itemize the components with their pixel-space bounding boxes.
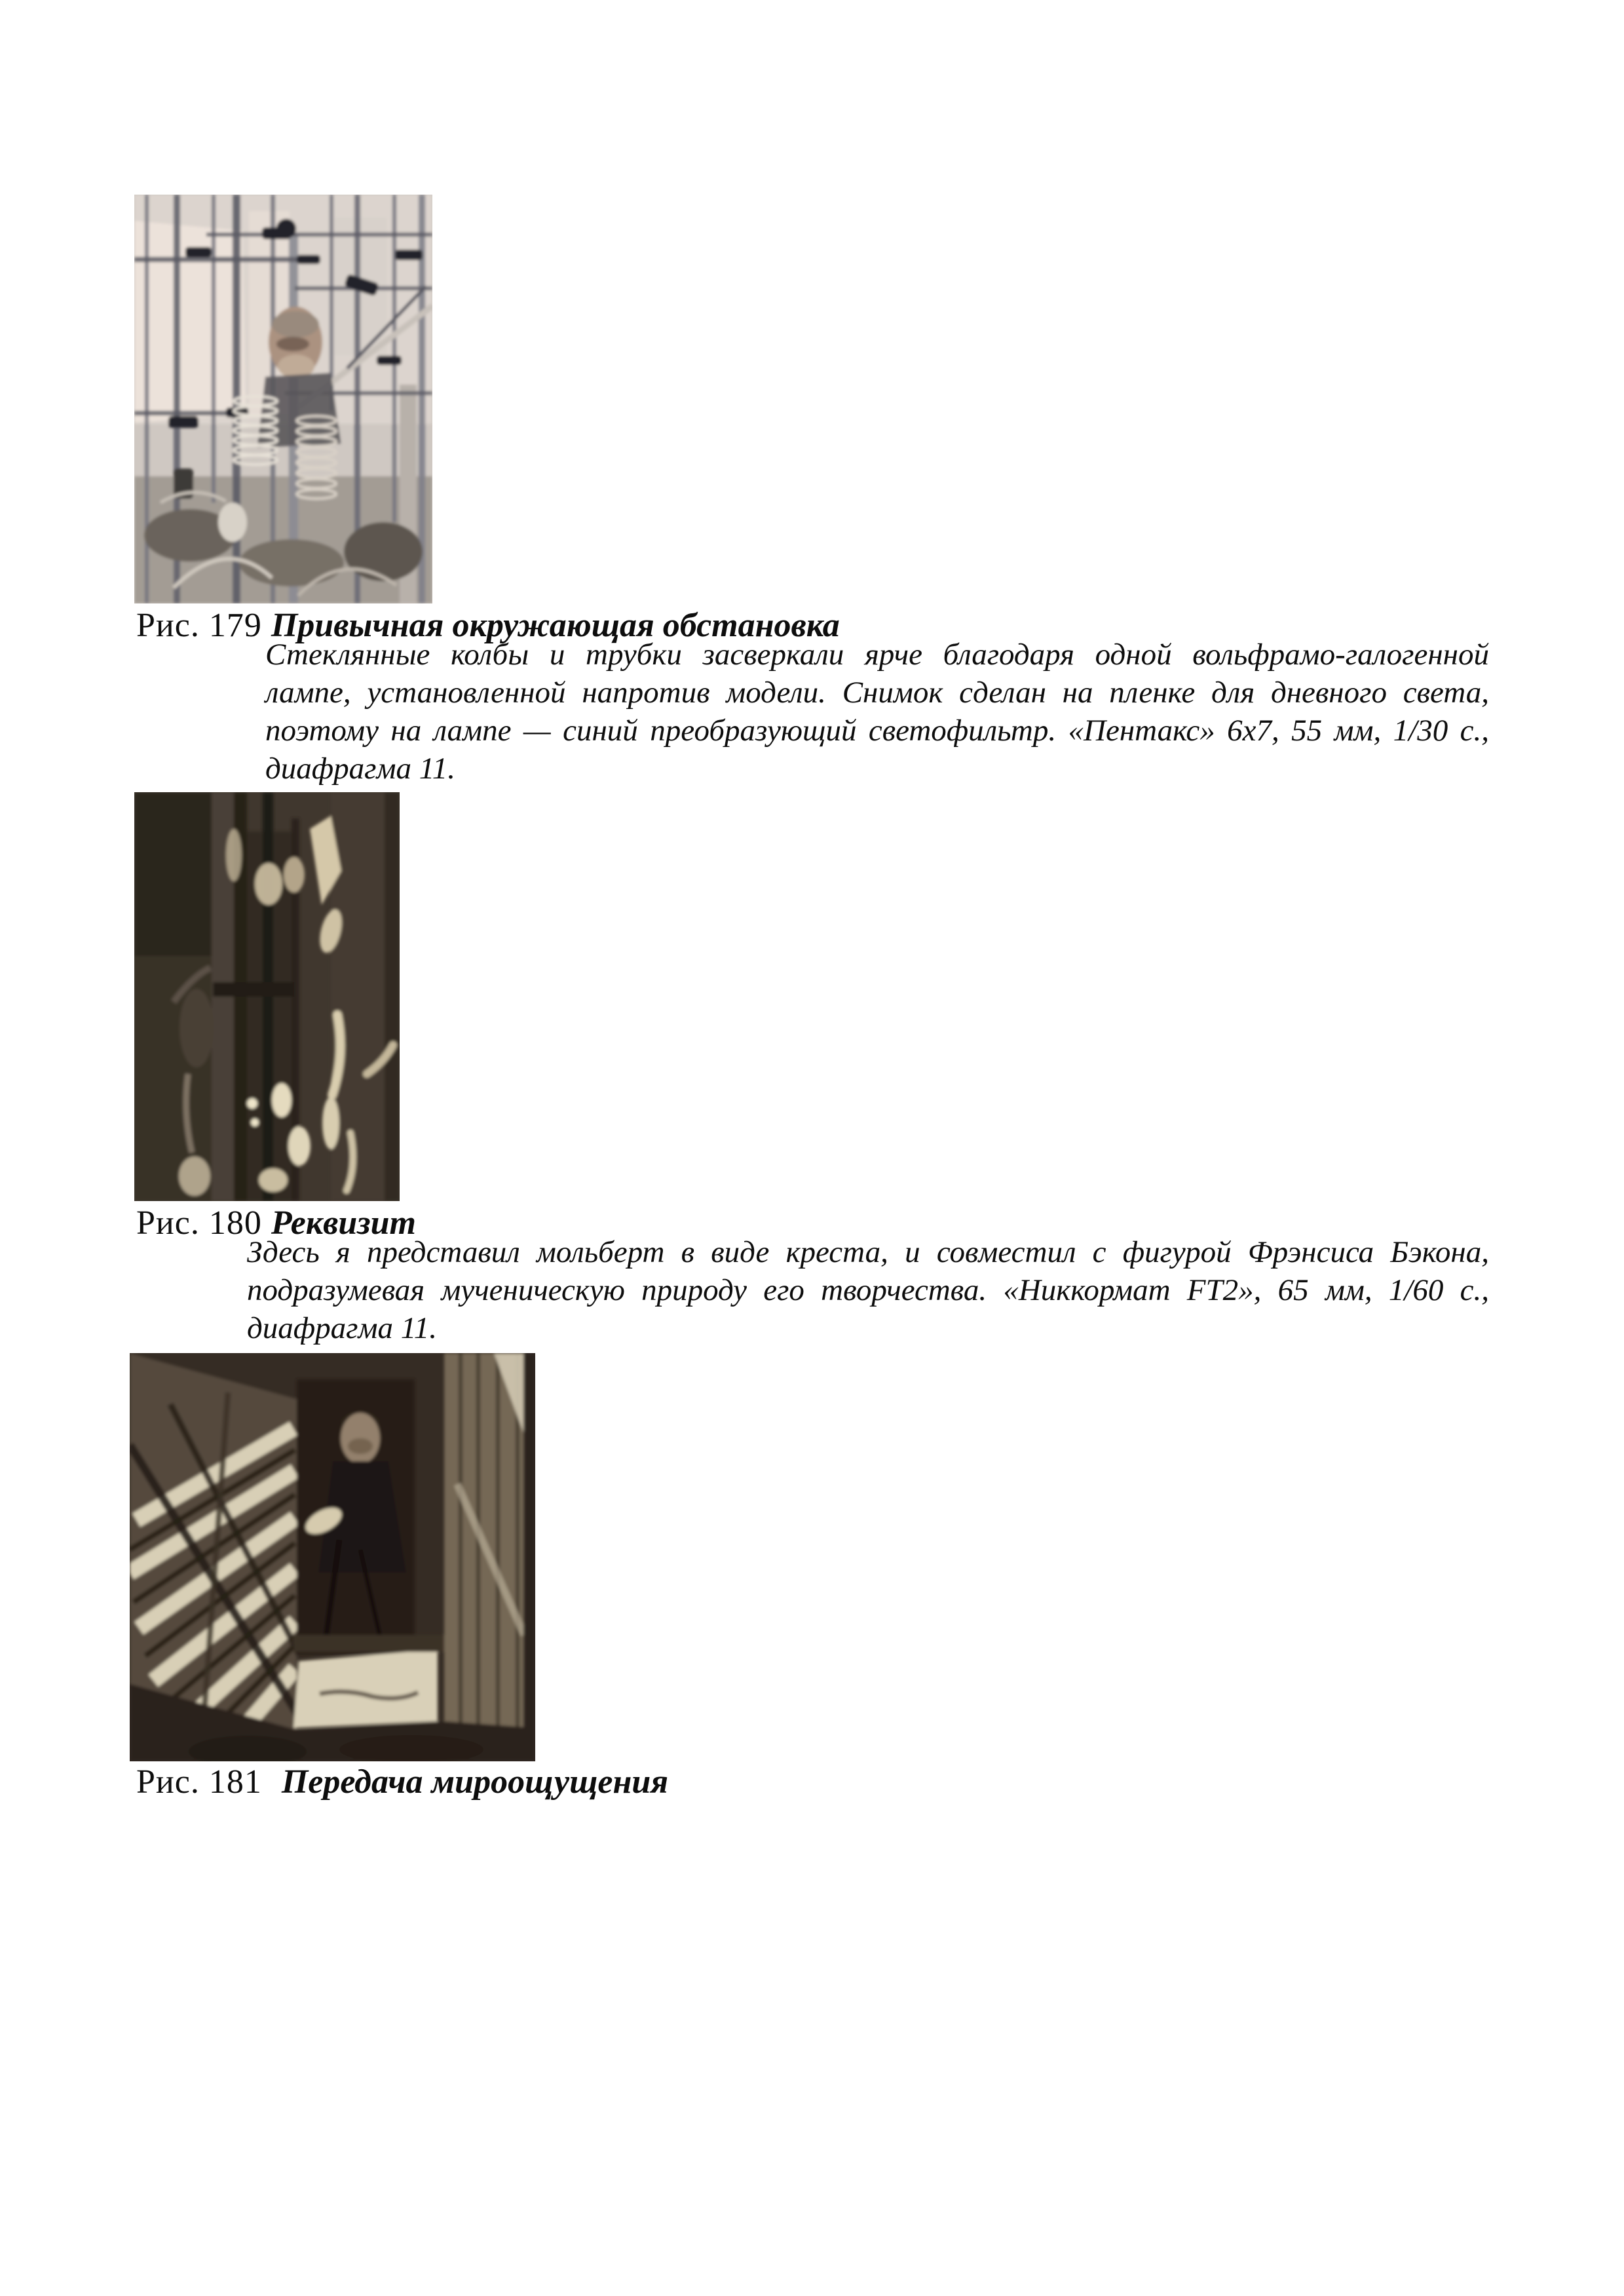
staircase-scene-image xyxy=(130,1353,535,1761)
figure-180-photo xyxy=(134,792,400,1201)
description-line: Стеклянные колбы и трубки засверкали ярче благодаря одной вольфрамо-галогенной xyxy=(265,638,1489,672)
figure-181-label: Рис. 181 xyxy=(136,1763,262,1801)
figure-179-label: Рис. 179 xyxy=(136,607,262,644)
lab-scene-image xyxy=(134,195,432,603)
description-line: лампе, установленной напротив модели. Снимок сделан на пленке для дневного света, xyxy=(265,676,1489,710)
description-line: диафрагма 11. xyxy=(247,1311,437,1345)
description-line: диафрагма 11. xyxy=(265,752,455,786)
figure-179-photo xyxy=(134,195,432,603)
description-line: Здесь я представил мольберт в виде креста, и совместил с фигурой Фрэнсиса Бэкона, xyxy=(247,1235,1489,1269)
figure-181-photo xyxy=(130,1353,535,1761)
figure-181-caption xyxy=(136,1763,668,1802)
figure-180-title: Реквизит xyxy=(271,1204,416,1242)
easel-cross-image xyxy=(134,792,400,1201)
figure-179-title: Привычная окружающая обстановка xyxy=(271,607,840,644)
figure-180-description xyxy=(247,1233,1489,1347)
figure-180-label: Рис. 180 xyxy=(136,1204,262,1242)
figure-179-description xyxy=(265,636,1489,788)
description-line: подразумевая мученическую природу его творчества. «Никкормат FT2», 65 мм, 1/60 с., xyxy=(247,1273,1489,1307)
description-line: поэтому на лампе — синий преобразующий светофильтр. «Пентакс» 6х7, 55 мм, 1/30 с., xyxy=(265,714,1489,748)
figure-181-title: Передача мироощущения xyxy=(281,1763,669,1801)
